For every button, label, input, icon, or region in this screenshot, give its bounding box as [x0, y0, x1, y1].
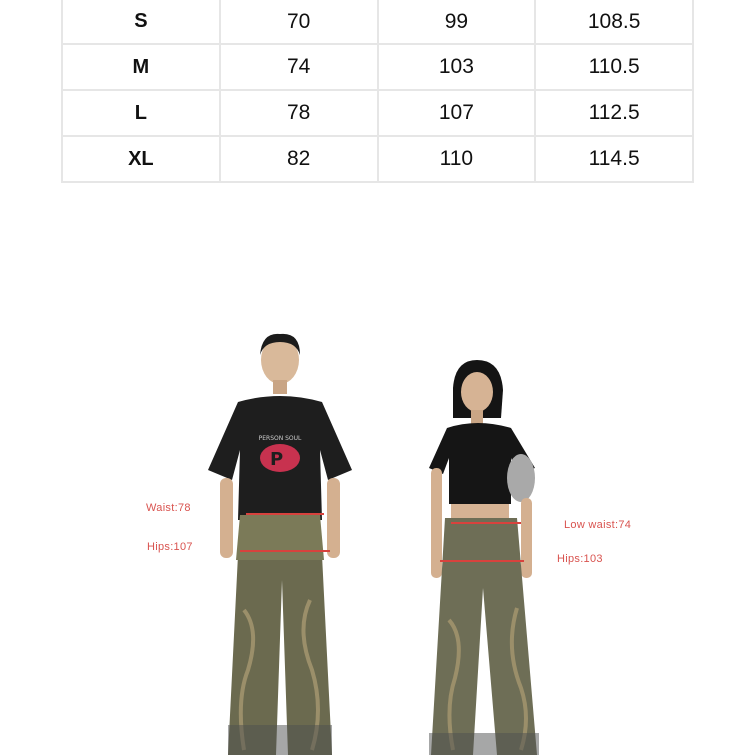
table-row: [62, 136, 693, 182]
male-model-photo: [200, 330, 360, 755]
length-cell: 114.5: [535, 136, 693, 182]
female-model-photo: [425, 358, 565, 755]
hips-cell: 103: [378, 44, 536, 90]
size-cell: S: [62, 0, 220, 44]
tshirt-print-text: PERSON SOUL: [258, 435, 302, 442]
table-row: [62, 44, 693, 90]
female-hips-label: Hips:103: [557, 553, 603, 565]
male-waist-label: Waist:78: [146, 502, 191, 514]
hips-cell: 99: [378, 0, 536, 44]
size-chart-table: [61, 0, 694, 183]
length-cell: 108.5: [535, 0, 693, 44]
male-waist-line: [246, 513, 324, 515]
male-hips-line: [240, 550, 330, 552]
female-hips-line: [440, 560, 524, 562]
female-waist-label: Low waist:74: [564, 519, 632, 531]
svg-text:P: P: [270, 449, 284, 470]
waist-cell: 74: [220, 44, 378, 90]
hips-cell: 110: [378, 136, 536, 182]
waist-cell: 70: [220, 0, 378, 44]
size-cell: L: [62, 90, 220, 136]
table-row: [62, 0, 693, 44]
female-waist-line: [451, 522, 521, 524]
size-cell: M: [62, 44, 220, 90]
size-cell: XL: [62, 136, 220, 182]
length-cell: 112.5: [535, 90, 693, 136]
waist-cell: 82: [220, 136, 378, 182]
waist-cell: 78: [220, 90, 378, 136]
length-cell: 110.5: [535, 44, 693, 90]
hips-cell: 107: [378, 90, 536, 136]
male-hips-label: Hips:107: [147, 541, 193, 553]
table-row: [62, 90, 693, 136]
